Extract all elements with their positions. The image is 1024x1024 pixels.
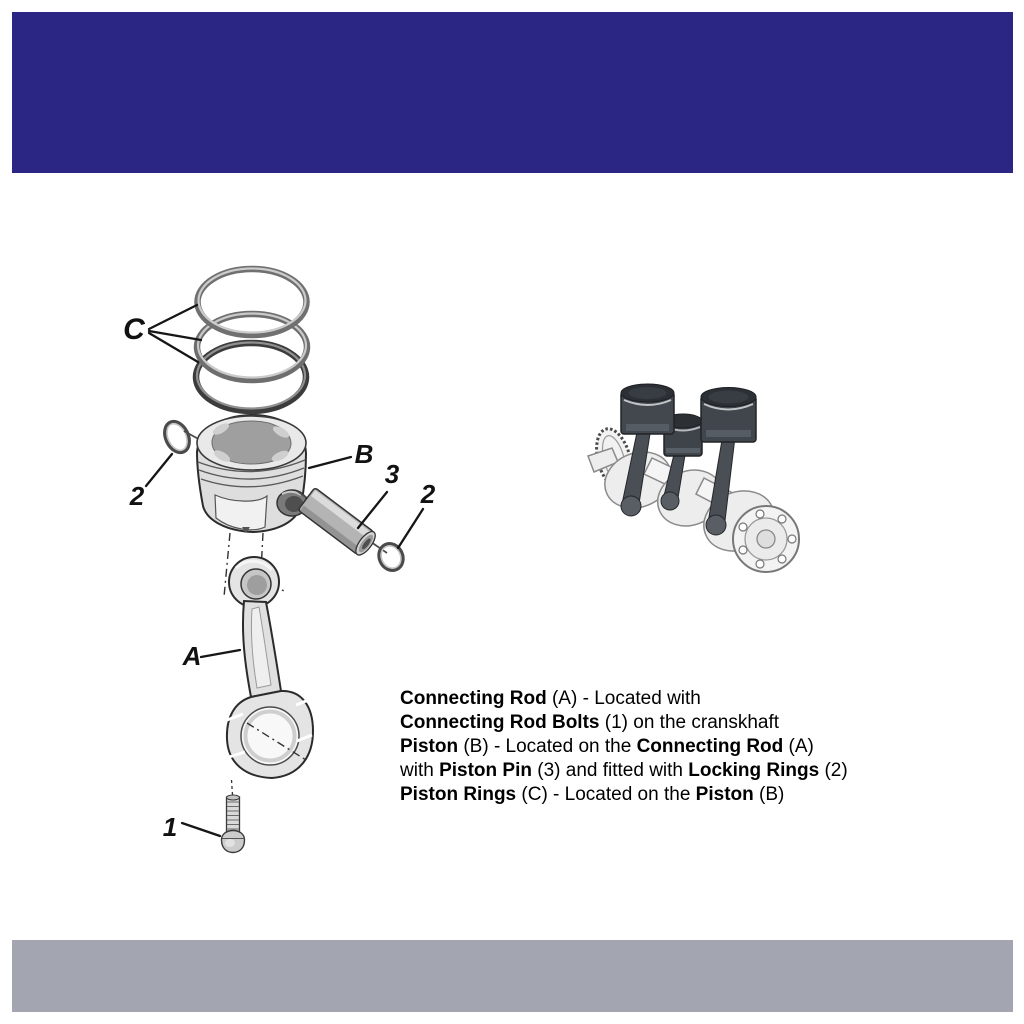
term-piston-rings: Piston Rings <box>400 784 517 805</box>
label-3-leader <box>358 492 387 528</box>
description-text: (B) <box>753 784 785 805</box>
label-a-leader <box>201 650 240 657</box>
label-c-leader-lines <box>149 305 201 362</box>
piston-1-illustration <box>621 384 674 434</box>
label-piston: B <box>354 439 374 469</box>
locking-ring-left-illustration <box>160 418 193 456</box>
locking-ring-right-illustration <box>375 540 407 574</box>
connecting-rod-illustration <box>227 557 313 778</box>
crankshaft-assembly-illustration <box>578 368 818 583</box>
description-text: (A) - Located with <box>546 688 701 709</box>
piston-rings-illustration <box>196 269 307 412</box>
description-line-1 <box>400 687 900 711</box>
description-line-5 <box>400 783 900 807</box>
description-text: (A) <box>783 736 814 757</box>
description-line-4 <box>400 759 900 783</box>
term-piston: Piston <box>695 784 754 805</box>
label-connecting-rod: A <box>182 641 202 671</box>
term-connecting-rod: Connecting Rod <box>400 688 547 709</box>
label-1-leader <box>182 823 220 836</box>
label-2-left-leader <box>146 454 172 486</box>
crank-flange-illustration <box>733 506 799 572</box>
label-locking-ring-right: 2 <box>420 479 436 509</box>
header-bar <box>12 12 1013 173</box>
term-connecting-rod: Connecting Rod <box>636 736 784 757</box>
label-rod-bolt: 1 <box>162 812 178 842</box>
description-text: with <box>400 760 440 781</box>
label-2-right-leader <box>398 509 423 548</box>
description-block <box>400 687 900 807</box>
label-locking-ring-left: 2 <box>129 481 145 511</box>
piston-3-illustration <box>701 388 756 443</box>
rod-bolt-illustration <box>222 795 245 853</box>
term-piston-pin: Piston Pin <box>439 760 532 781</box>
description-text: (1) on the cranskhaft <box>599 712 780 733</box>
alignment-dash-line <box>232 780 233 795</box>
description-text: (2) <box>819 760 848 781</box>
description-text: (3) and fitted with <box>531 760 689 781</box>
description-line-3 <box>400 735 900 759</box>
label-piston-rings: C <box>123 313 145 346</box>
term-locking-rings: Locking Rings <box>688 760 820 781</box>
piston-pin-illustration <box>298 488 379 559</box>
term-piston: Piston <box>400 736 459 757</box>
description-text: (C) - Located on the <box>516 784 696 805</box>
footer-bar <box>12 940 1013 1012</box>
label-b-leader <box>309 457 351 468</box>
piston-illustration <box>197 415 307 533</box>
label-piston-pin: 3 <box>384 459 400 489</box>
description-line-2 <box>400 711 900 735</box>
term-connecting-rod-bolts: Connecting Rod Bolts <box>400 712 600 733</box>
description-text: (B) - Located on the <box>458 736 637 757</box>
